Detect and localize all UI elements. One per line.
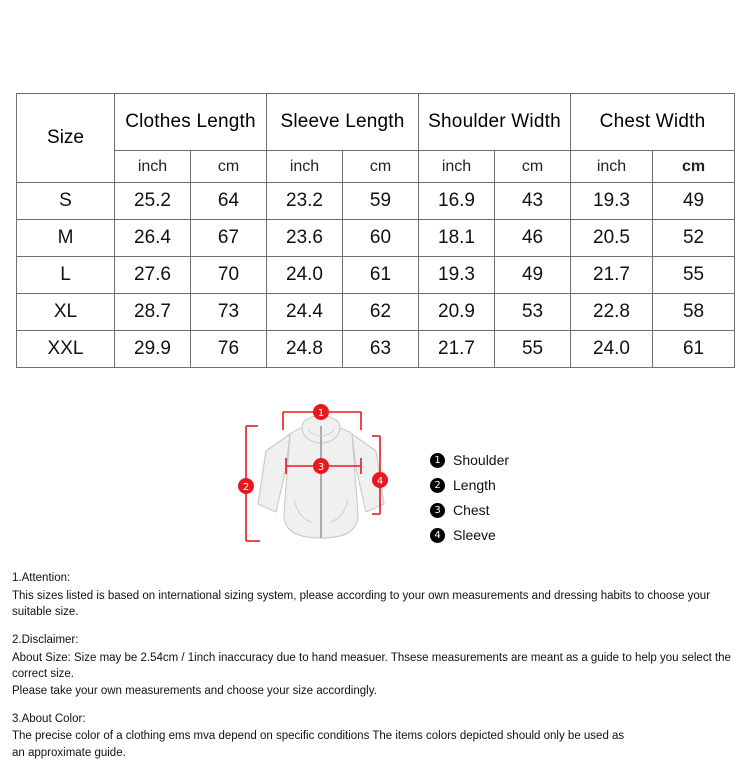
header-size: Size (17, 94, 115, 183)
cell: 64 (191, 183, 267, 220)
table-row (17, 294, 735, 331)
cell: 58 (653, 294, 735, 331)
note-disclaimer-line-2: Please take your own measurements and choose your size accordingly. (12, 685, 377, 698)
cell: 46 (495, 220, 571, 257)
header-shoulder-width: Shoulder Width (419, 94, 571, 151)
header-clothes-length: Clothes Length (115, 94, 267, 151)
marker-3 (313, 458, 329, 474)
legend-label-chest: Chest (453, 502, 490, 518)
header-chest-width: Chest Width (571, 94, 735, 151)
cell: 49 (495, 257, 571, 294)
cell: 24.4 (267, 294, 343, 331)
marker-1 (313, 404, 329, 420)
table-header-row-groups (17, 94, 735, 151)
note-attention-line-1: This sizes listed is based on international sizing system, please according to your own measurements and dressing habits to choose your suitable size. (12, 589, 711, 619)
unit-clothes-length-cm: cm (191, 151, 267, 183)
note-disclaimer (12, 632, 742, 700)
note-about-color (12, 711, 742, 762)
legend-item-length (430, 477, 600, 493)
note-disclaimer-title: 2.Disclaimer: (12, 634, 79, 647)
cell: 60 (343, 220, 419, 257)
cell: 61 (653, 331, 735, 368)
legend-item-sleeve (430, 527, 600, 543)
cell: 62 (343, 294, 419, 331)
note-about-color-line-1: The precise color of a clothing ems mva depend on specific conditions The items colors depicted should only be used as (12, 730, 625, 743)
cell: 55 (495, 331, 571, 368)
cell: 70 (191, 257, 267, 294)
size-chart-table (16, 93, 735, 368)
legend-label-sleeve: Sleeve (453, 527, 496, 543)
table-row (17, 220, 735, 257)
table-row (17, 183, 735, 220)
cell: 24.0 (571, 331, 653, 368)
row-size-s: S (17, 183, 115, 220)
cell: 18.1 (419, 220, 495, 257)
svg-text:2: 2 (242, 482, 250, 493)
marker-4 (372, 472, 388, 488)
svg-text:3: 3 (317, 462, 325, 473)
legend-item-shoulder (430, 452, 600, 468)
cell: 28.7 (115, 294, 191, 331)
cell: 20.5 (571, 220, 653, 257)
cell: 16.9 (419, 183, 495, 220)
cell: 24.0 (267, 257, 343, 294)
note-disclaimer-line-1: About Size: Size may be 2.54cm / 1inch inaccuracy due to hand measuer. Thsese measurements are meant as a guide to help you select the correct size. (12, 651, 731, 681)
cell: 27.6 (115, 257, 191, 294)
svg-text:1: 1 (317, 408, 325, 419)
legend-badge-4-icon: 4 (430, 528, 445, 543)
notes-section (12, 570, 742, 773)
cell: 22.8 (571, 294, 653, 331)
cell: 29.9 (115, 331, 191, 368)
legend-badge-1-icon: 1 (430, 453, 445, 468)
cell: 19.3 (419, 257, 495, 294)
cell: 63 (343, 331, 419, 368)
cell: 52 (653, 220, 735, 257)
table-header-row-units (17, 151, 735, 183)
note-attention (12, 570, 742, 621)
cell: 23.6 (267, 220, 343, 257)
unit-chest-width-cm: cm (653, 151, 735, 183)
unit-sleeve-length-cm: cm (343, 151, 419, 183)
legend-badge-2-icon: 2 (430, 478, 445, 493)
row-size-xl: XL (17, 294, 115, 331)
row-size-m: M (17, 220, 115, 257)
note-about-color-line-2: an approximate guide. (12, 747, 126, 760)
cell: 19.3 (571, 183, 653, 220)
table-row (17, 331, 735, 368)
table-row (17, 257, 735, 294)
cell: 76 (191, 331, 267, 368)
cell: 67 (191, 220, 267, 257)
marker-2 (238, 478, 254, 494)
legend-badge-3-icon: 3 (430, 503, 445, 518)
cell: 73 (191, 294, 267, 331)
cell: 59 (343, 183, 419, 220)
cell: 25.2 (115, 183, 191, 220)
legend-label-length: Length (453, 477, 496, 493)
legend-label-shoulder: Shoulder (453, 452, 510, 468)
measurement-legend (430, 452, 600, 552)
svg-text:4: 4 (376, 476, 384, 487)
row-size-l: L (17, 257, 115, 294)
cell: 43 (495, 183, 571, 220)
cell: 23.2 (267, 183, 343, 220)
header-sleeve-length: Sleeve Length (267, 94, 419, 151)
cell: 21.7 (419, 331, 495, 368)
cell: 55 (653, 257, 735, 294)
note-attention-title: 1.Attention: (12, 572, 71, 584)
unit-shoulder-width-cm: cm (495, 151, 571, 183)
unit-clothes-length-inch: inch (115, 151, 191, 183)
unit-chest-width-inch: inch (571, 151, 653, 183)
row-size-xxl: XXL (17, 331, 115, 368)
cell: 61 (343, 257, 419, 294)
cell: 26.4 (115, 220, 191, 257)
unit-shoulder-width-inch: inch (419, 151, 495, 183)
cell: 53 (495, 294, 571, 331)
legend-item-chest (430, 502, 600, 518)
cell: 20.9 (419, 294, 495, 331)
cell: 49 (653, 183, 735, 220)
cell: 24.8 (267, 331, 343, 368)
cell: 21.7 (571, 257, 653, 294)
size-chart-table-container (16, 93, 734, 368)
note-about-color-title: 3.About Color: (12, 712, 86, 725)
unit-sleeve-length-inch: inch (267, 151, 343, 183)
